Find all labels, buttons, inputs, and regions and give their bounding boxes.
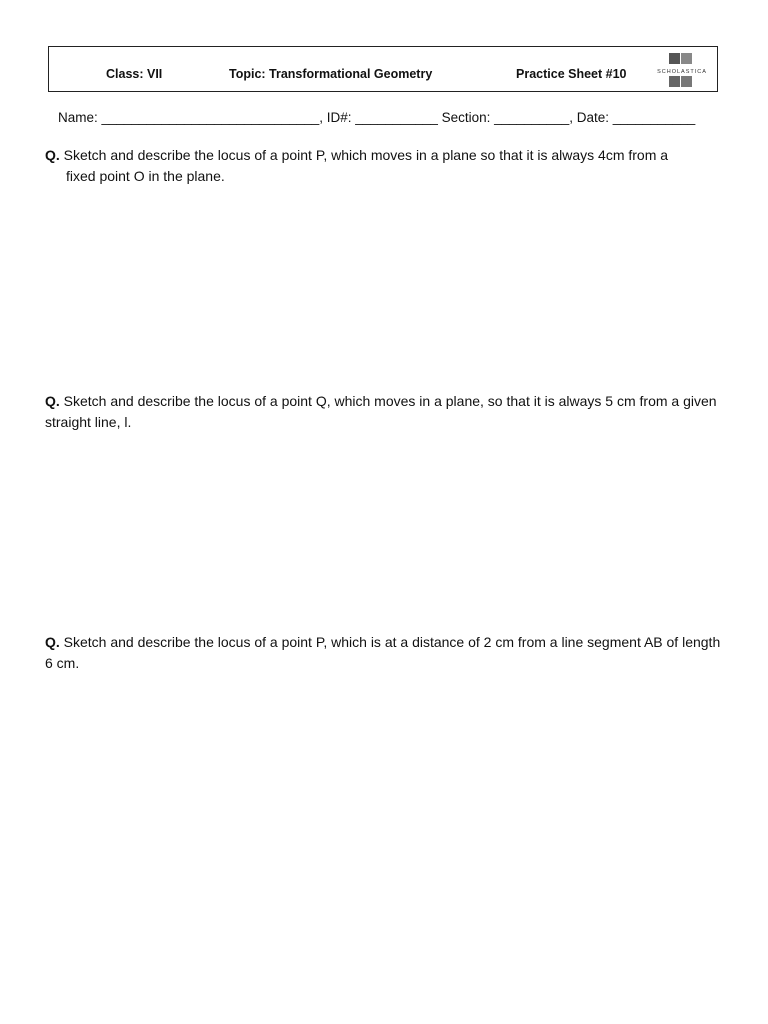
question-2-text: Sketch and describe the locus of a point Q, which moves in a plane, so that it is always 5 cm from a given straight line, l. xyxy=(45,393,717,430)
practice-sheet-label: Practice Sheet #10 xyxy=(516,67,627,81)
logo-square-2 xyxy=(681,53,692,64)
class-label: Class: VII xyxy=(106,67,163,81)
question-prefix: Q. xyxy=(45,634,60,650)
logo-text: SCHOLASTICA xyxy=(657,69,707,75)
topic-label: Topic: Transformational Geometry xyxy=(229,67,433,81)
question-3 xyxy=(45,632,725,674)
logo-square-1 xyxy=(669,53,680,64)
student-info-line: Name: _____________________________, ID#: ___________ Section: __________, Date: ___________ xyxy=(58,110,696,125)
question-1-text-line-2: fixed point O in the plane. xyxy=(66,168,225,184)
question-prefix: Q. xyxy=(45,147,60,163)
logo-square-4 xyxy=(681,76,692,87)
question-prefix: Q. xyxy=(45,393,60,409)
question-3-text: Sketch and describe the locus of a point P, which is at a distance of 2 cm from a line segment AB of length 6 cm. xyxy=(45,634,721,671)
question-1 xyxy=(45,145,725,187)
scholastica-logo xyxy=(649,51,715,89)
question-1-text-line-1: Sketch and describe the locus of a point P, which moves in a plane so that it is always 4cm from a xyxy=(63,147,669,163)
logo-square-3 xyxy=(669,76,680,87)
question-2 xyxy=(45,391,725,433)
header-box xyxy=(48,46,718,92)
